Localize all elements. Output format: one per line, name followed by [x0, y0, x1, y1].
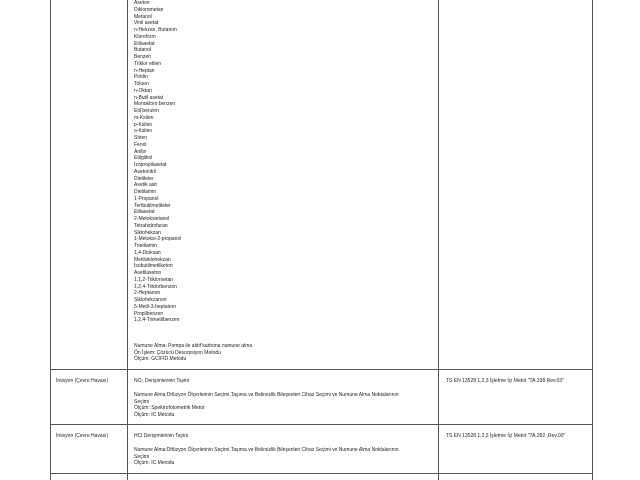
row-standard: TS EN 13528 1,2,3 İşletme İçi Metot "TA.338 Rev.03" — [446, 378, 564, 384]
chemical-item: Etilasetat — [134, 40, 155, 47]
chemical-item: Asetilaseton — [134, 270, 162, 276]
method-line: Ölçüm: IC Metodu — [134, 460, 175, 467]
chemical-item: Monokloro benzen — [134, 101, 176, 108]
chemical-item: n-Oktan — [134, 87, 152, 94]
chemical-item: 1,2,4-Trimetilbenzen — [134, 317, 180, 324]
chemical-item: m-Ksilen — [134, 114, 154, 121]
chemical-item: Siklohekzanon — [134, 297, 167, 303]
chemical-item: 1-Metoksi-2-propanol — [134, 236, 182, 243]
chemical-list — [134, 0, 181, 324]
chemical-item: n-Butil asetat — [134, 94, 164, 101]
chemical-item: 2-Metoksietanol — [134, 216, 170, 222]
chemical-item: Diklorometan — [134, 6, 164, 13]
method-note: Ölçüm: GC/FID Metodu — [134, 356, 187, 363]
method-line: Numune Alma:Difüzyon Ölçerlerinin Seçimi,Taşıma ve Belirsizlik Bileşenleri Cihaz Seçimi ve Numune Alma Noktalarının — [134, 392, 399, 398]
column-divider-2 — [438, 0, 439, 480]
method-note: Ön İşlem: Çözücü Desorpsiyon Metodu — [134, 349, 221, 356]
chemical-item: Stiren — [134, 135, 148, 141]
method-line: Ölçüm: Spektrofotometrik Metot — [134, 405, 205, 412]
chemical-item: Toluen — [134, 81, 149, 87]
method-line: Ölçüm: IC Metodu — [134, 411, 175, 418]
chemical-item: Benzen — [134, 54, 151, 60]
chemical-item: Asetonitril — [134, 168, 156, 175]
chemical-item: İsobutilmetilketon — [134, 263, 173, 270]
chemical-item: Butanol — [134, 47, 151, 54]
table-border-left — [50, 0, 51, 480]
chemical-item: Fenol — [134, 141, 147, 148]
chemical-item: Etilasetat — [134, 209, 155, 216]
row-parameter: HCl Derişimlerinin Tayini — [134, 433, 189, 439]
chemical-item: 1,2,4-Triklorbenzen — [134, 283, 177, 290]
method-line: Seçimi — [134, 398, 150, 405]
chemical-item: Tertbutilmetileter — [134, 202, 171, 209]
method-line: Numune Alma:Difüzyon Ölçerlerinin Seçimi,Taşıma ve Belirsizlik Bileşenleri Cihaz Seçimi ve Numune Alma Noktalarının — [134, 447, 399, 453]
chemical-item: 1,4-Dioksan — [134, 249, 161, 256]
chemical-item: Metilsiklohekzan — [134, 256, 171, 263]
chemical-item: Anilin — [134, 148, 147, 155]
method-line: Seçimi — [134, 453, 150, 460]
chemical-item: 5-Metil-3-heptanon — [134, 303, 176, 310]
chemical-item: Tetrahidrofuran — [134, 222, 168, 229]
chemical-item: n-Hekzan, Butanon — [134, 27, 177, 33]
method-note: Numune Alma: Pompa ile aktif karbona numune alma — [134, 343, 253, 349]
chemical-item: Dietileter — [134, 175, 154, 182]
chemical-item: Kloroform — [134, 33, 156, 40]
chemical-item: 1,1,2-Trikloroetan — [134, 276, 173, 283]
chemical-item: Vinil asetat — [134, 20, 159, 27]
chemical-item: Etil benzen — [134, 108, 159, 114]
row-divider-3 — [50, 473, 593, 474]
row-divider-1 — [50, 369, 593, 370]
row-standard: TS EN 13528 1,2,3 İşletme İçi Metot "TA.392 ,Rev.00" — [446, 433, 566, 439]
table-border-right — [592, 0, 593, 480]
chemical-item: o-Ksilen — [134, 128, 153, 135]
chemical-item: Dietilamin — [134, 189, 156, 195]
chemical-item: 1-Propanol — [134, 195, 159, 202]
row-category: İmisyon (Çevre Havası) — [56, 378, 109, 384]
chemical-item: Etilglikol — [134, 155, 153, 162]
chemical-item: Asetik asit — [134, 182, 157, 189]
row-method-details — [134, 447, 399, 467]
chemical-item: Piridin — [134, 74, 148, 81]
chemical-item: Trietilamin — [134, 243, 157, 249]
row-method-details — [134, 392, 399, 418]
chemical-item: 2-Heptanon — [134, 290, 161, 297]
chemical-item: Metanol — [134, 13, 152, 20]
chemical-item: p-Ksilen — [134, 121, 153, 128]
method-notes — [134, 343, 252, 363]
chemical-item: İzopropilasetat — [134, 162, 167, 168]
column-divider-1 — [127, 0, 128, 480]
chemical-item: Propilbenzen — [134, 310, 164, 317]
row-category: İmisyon (Çevre Havası) — [56, 433, 109, 439]
chemical-item: Triklor etilen — [134, 60, 162, 67]
chemical-item: n-Heptan — [134, 67, 155, 74]
chemical-item: Aseton — [134, 0, 150, 6]
row-parameter: NO₂ Derişimlerinin Tayini — [134, 378, 190, 384]
chemical-item: Siklohekzan — [134, 229, 161, 236]
row-divider-2 — [50, 424, 593, 425]
